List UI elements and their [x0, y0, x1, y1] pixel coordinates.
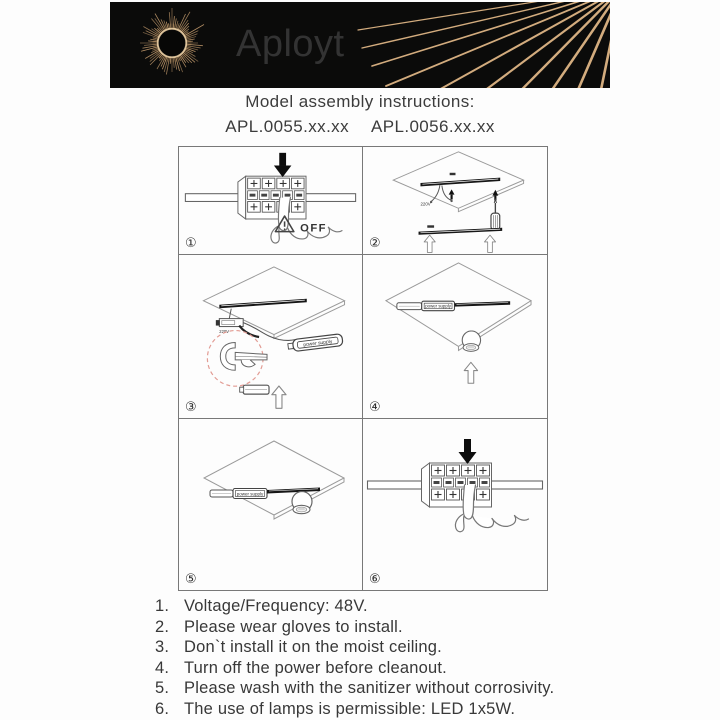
brand-banner: [110, 2, 610, 88]
panel-number: ①: [185, 236, 197, 251]
up-arrow-icon: [464, 362, 477, 383]
track-connector: [216, 319, 243, 327]
power-supply-label: power supply: [425, 303, 451, 309]
panel-4: [363, 255, 547, 419]
panel-6: [363, 419, 547, 590]
instruction-number: 6.: [155, 699, 170, 718]
panel-5: [179, 419, 363, 590]
panel-1-drawing: [179, 147, 362, 254]
instruction-number: 1.: [155, 597, 170, 615]
instruction-number: 2.: [155, 617, 170, 636]
screwdriver-icon: [491, 190, 500, 230]
power-supply-box: [287, 334, 343, 352]
panel-number: ④: [369, 400, 381, 415]
up-arrow-icon: [484, 235, 495, 252]
instruction-item: [155, 699, 595, 720]
instruction-item: [155, 658, 595, 679]
model-numbers: [0, 117, 720, 137]
power-cable: [239, 326, 259, 337]
panel-2-drawing: [363, 147, 547, 254]
panel-3: [179, 255, 363, 419]
panel-number: ③: [185, 400, 197, 415]
ceiling-panel: [204, 441, 344, 519]
title-block: [0, 92, 720, 137]
model-number-2: APL.0056.xx.xx: [371, 117, 495, 136]
instruction-text: Please wash with the sanitizer without corrosivity.: [184, 679, 555, 698]
small-up-arrow-icon: [449, 189, 455, 199]
loose-track-bar: [419, 225, 503, 234]
instruction-item: [155, 637, 595, 658]
lamp-icon: [292, 492, 312, 514]
instruction-text: The use of lamps is permissible: LED 1x5W.: [184, 699, 516, 718]
instruction-item: [155, 596, 595, 617]
panel-3-drawing: [179, 255, 362, 418]
power-supply-label: power supply: [236, 491, 264, 497]
instruction-number: 5.: [155, 679, 170, 698]
panel-5-drawing: [179, 419, 362, 590]
brand-name: Aployt: [236, 23, 345, 65]
instruction-text: Turn off the power before cleanout.: [184, 658, 447, 677]
power-supply-label: power supply: [303, 339, 333, 349]
up-arrow-icon: [272, 386, 286, 408]
panel-4-drawing: [363, 255, 547, 418]
panel-number: ⑤: [185, 572, 197, 587]
page-title: Model assembly instructions:: [245, 92, 475, 111]
instruction-text: Voltage/Frequency: 48V.: [184, 597, 368, 615]
track-bar: [420, 173, 500, 187]
up-arrow-icon: [424, 235, 435, 252]
voltage-label: 220V: [219, 329, 230, 335]
brand-banner-art: [110, 2, 610, 88]
panel-number: ②: [369, 236, 381, 251]
panel-2: [363, 147, 547, 255]
instruction-number: 4.: [155, 658, 170, 677]
track-assembly: [397, 301, 510, 310]
instruction-text: Please wear gloves to install.: [184, 617, 403, 636]
instruction-item: [155, 678, 595, 699]
assembly-steps-grid: [178, 146, 548, 591]
track-bar: [219, 299, 306, 309]
voltage-label: 220V: [420, 201, 431, 207]
panel-6-drawing: [363, 419, 547, 590]
lamp-icon: [462, 331, 480, 351]
instruction-number: 3.: [155, 638, 170, 657]
panel-1: [179, 147, 363, 255]
instructions-list: [155, 596, 595, 720]
loose-part: [240, 385, 269, 394]
instruction-item: [155, 617, 595, 638]
off-label: OFF: [300, 222, 327, 235]
model-number-1: APL.0055.xx.xx: [225, 117, 349, 136]
instruction-text: Don`t install it on the moist ceiling.: [184, 638, 442, 657]
panel-number: ⑥: [369, 572, 381, 587]
